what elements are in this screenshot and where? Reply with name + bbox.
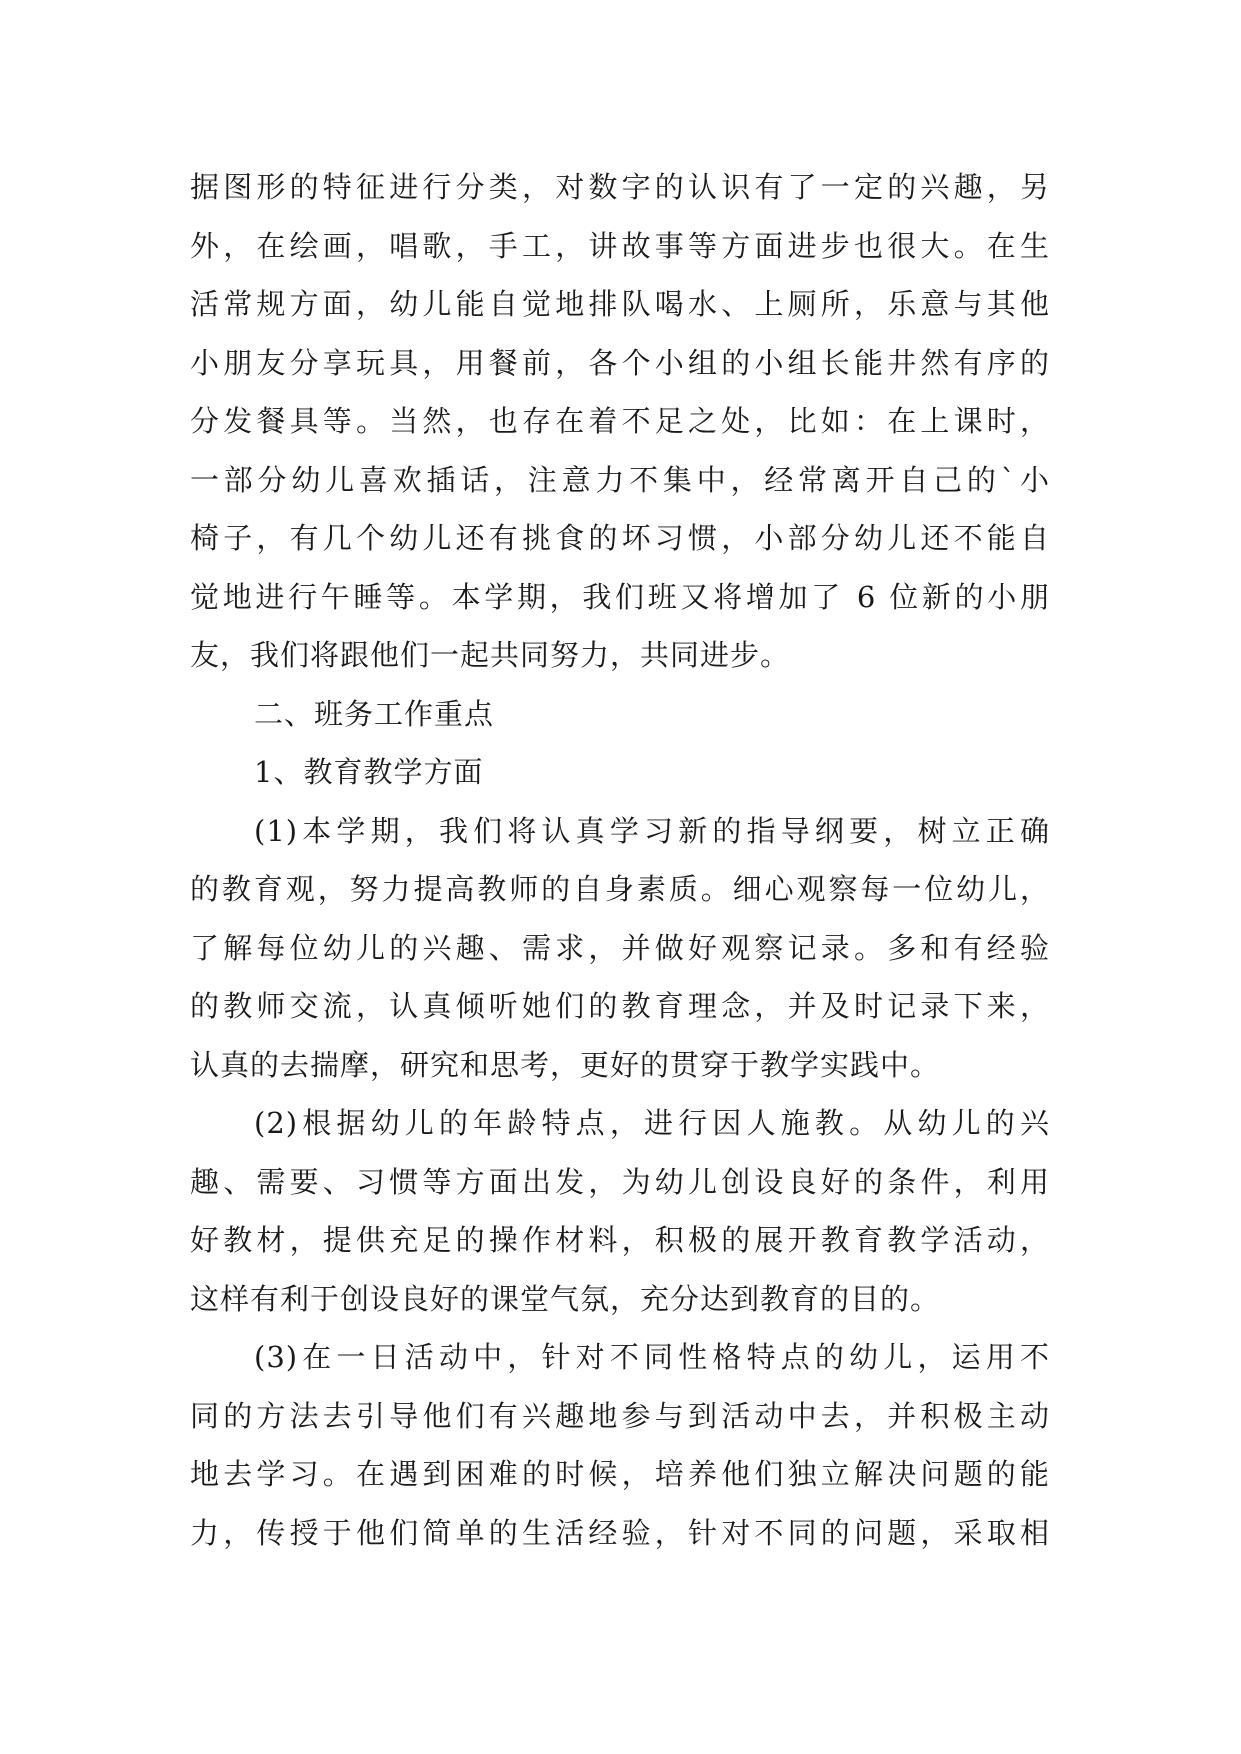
body-line: 认真的去揣摩，研究和思考，更好的贯穿于教学实践中。 <box>190 1047 941 1082</box>
body-line: 地去学习。在遇到困难的时候，培养他们独立解决问题的能 <box>190 1457 1050 1491</box>
body-line: 分发餐具等。当然，也存在着不足之处，比如：在上课时， <box>190 404 1050 438</box>
body-line: 友，我们将跟他们一起共同努力，共同进步。 <box>190 638 791 672</box>
body-line: 活常规方面，幼儿能自觉地排队喝水、上厕所，乐意与其他 <box>190 287 1050 321</box>
body-line: 一部分幼儿喜欢插话，注意力不集中，经常离开自己的`小 <box>190 462 1050 497</box>
body-line: 力，传授于他们简单的生活经验，针对不同的问题，采取相 <box>190 1515 1050 1550</box>
document-body <box>190 158 1050 1562</box>
body-line: 据图形的特征进行分类，对数字的认识有了一定的兴趣，另 <box>190 170 1050 204</box>
body-line: 趣、需要、习惯等方面出发，为幼儿创设良好的条件，利用 <box>190 1164 1050 1199</box>
body-line: 小朋友分享玩具，用餐前，各个小组的小组长能井然有序的 <box>190 345 1050 380</box>
paragraph-first-line: (1)本学期，我们将认真学习新的指导纲要，树立正确 <box>254 813 1050 848</box>
paragraph-first-line: (3)在一日活动中，针对不同性格特点的幼儿，运用不 <box>254 1340 1050 1374</box>
body-line: 这样有利于创设良好的课堂气氛，充分达到教育的目的。 <box>190 1281 941 1316</box>
paragraph-first-line: (2)根据幼儿的年龄特点，进行因人施教。从幼儿的兴 <box>254 1106 1050 1140</box>
body-line: 同的方法去引导他们有兴趣地参与到活动中去，并积极主动 <box>190 1398 1050 1433</box>
body-line: 的教师交流，认真倾听她们的教育理念，并及时记录下来， <box>190 989 1050 1023</box>
body-line: 外，在绘画，唱歌，手工，讲故事等方面进步也很大。在生 <box>190 228 1050 263</box>
body-line: 觉地进行午睡等。本学期，我们班又将增加了 6 位新的小朋 <box>190 579 1050 614</box>
subsection-heading: 1、教育教学方面 <box>254 755 484 789</box>
body-line: 了解每位幼儿的兴趣、需求，并做好观察记录。多和有经验 <box>190 930 1050 965</box>
body-line: 椅子，有几个幼儿还有挑食的坏习惯，小部分幼儿还不能自 <box>190 521 1050 555</box>
section-heading: 二、班务工作重点 <box>254 696 495 731</box>
body-line: 好教材，提供充足的操作材料，积极的展开教育教学活动， <box>190 1223 1050 1257</box>
body-line: 的教育观，努力提高教师的自身素质。细心观察每一位幼儿， <box>190 872 1050 906</box>
